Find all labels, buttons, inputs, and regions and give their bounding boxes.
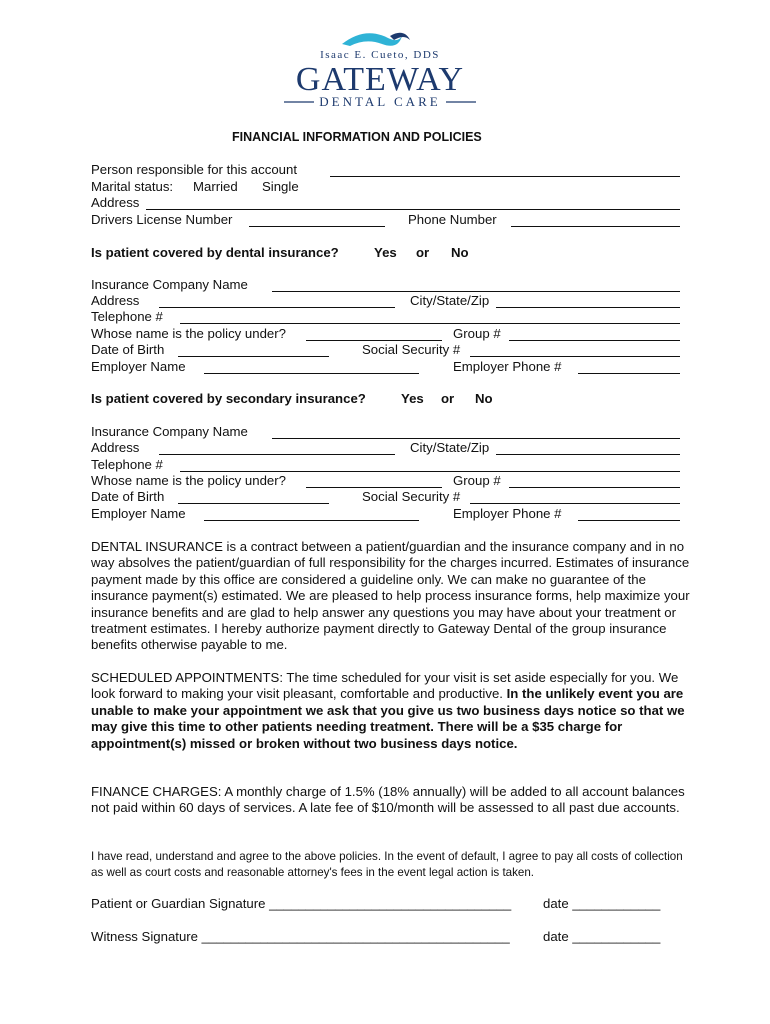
primary-group-field[interactable] bbox=[509, 340, 680, 341]
phone-number-label: Phone Number bbox=[408, 212, 497, 227]
secondary-group-label: Group # bbox=[453, 473, 501, 488]
primary-insurance-question: Is patient covered by dental insurance? bbox=[91, 245, 339, 260]
logo-graphic bbox=[270, 24, 490, 112]
person-responsible-field[interactable] bbox=[330, 176, 680, 177]
secondary-yes-option[interactable]: Yes bbox=[401, 391, 424, 406]
secondary-address-field[interactable] bbox=[159, 454, 395, 455]
primary-employer-field[interactable] bbox=[204, 373, 419, 374]
secondary-company-label: Insurance Company Name bbox=[91, 424, 248, 439]
secondary-insurance-question: Is patient covered by secondary insurance? bbox=[91, 391, 366, 406]
secondary-employer-phone-label: Employer Phone # bbox=[453, 506, 562, 521]
secondary-telephone-label: Telephone # bbox=[91, 457, 163, 472]
secondary-policy-field[interactable] bbox=[306, 487, 442, 488]
secondary-dob-field[interactable] bbox=[178, 503, 329, 504]
secondary-city-label: City/State/Zip bbox=[410, 440, 490, 455]
primary-telephone-field[interactable] bbox=[180, 323, 680, 324]
primary-or-text: or bbox=[416, 245, 430, 260]
drivers-license-label: Drivers License Number bbox=[91, 212, 233, 227]
dental-insurance-paragraph: DENTAL INSURANCE is a contract between a patient/guardian and the insurance company and in no way absolves the patient/guardian of full responsibility for the charges incurred. Estimates of insurance payment made by this office are considered a guideline only. We can make no guarantee of the insurance payment(s) estimated. We are pleased to help process insurance forms, help maximize your insurance benefits and are glad to help answer any questions you may have about your treatment or treatment estimates. I hereby authorize payment directly to Gateway Dental of the group insurance benefits otherwise payable to me. bbox=[91, 539, 690, 653]
secondary-employer-phone-field[interactable] bbox=[578, 520, 680, 521]
primary-policy-field[interactable] bbox=[306, 340, 442, 341]
primary-city-field[interactable] bbox=[496, 307, 680, 308]
patient-signature-line[interactable]: Patient or Guardian Signature _________________________________ bbox=[91, 896, 512, 911]
drivers-license-field[interactable] bbox=[249, 226, 385, 227]
address-field[interactable] bbox=[146, 209, 680, 210]
logo-brand-text: GATEWAY bbox=[295, 61, 465, 98]
primary-company-field[interactable] bbox=[272, 291, 680, 292]
secondary-company-field[interactable] bbox=[272, 438, 680, 439]
single-option[interactable]: Single bbox=[262, 179, 299, 194]
primary-address-field[interactable] bbox=[159, 307, 395, 308]
witness-signature-line[interactable]: Witness Signature __________________________________________ bbox=[91, 929, 510, 944]
primary-employer-label: Employer Name bbox=[91, 359, 186, 374]
primary-telephone-label: Telephone # bbox=[91, 309, 163, 324]
primary-policy-label: Whose name is the policy under? bbox=[91, 326, 286, 341]
secondary-ssn-label: Social Security # bbox=[362, 489, 461, 504]
agreement-paragraph: I have read, understand and agree to the above policies. In the event of default, I agree to pay all costs of collection as well as court costs and reasonable attorney's fees in the event legal action is taken. bbox=[91, 850, 683, 879]
secondary-city-field[interactable] bbox=[496, 454, 680, 455]
secondary-employer-field[interactable] bbox=[204, 520, 419, 521]
scheduled-appointments-paragraph bbox=[91, 670, 691, 752]
primary-group-label: Group # bbox=[453, 326, 501, 341]
patient-date-line[interactable]: date ____________ bbox=[543, 896, 661, 911]
address-label: Address bbox=[91, 195, 140, 210]
logo-sub-text: DENTAL CARE bbox=[319, 94, 441, 109]
gateway-dental-logo bbox=[270, 24, 490, 112]
primary-employer-phone-field[interactable] bbox=[578, 373, 680, 374]
primary-company-label: Insurance Company Name bbox=[91, 277, 248, 292]
primary-ssn-field[interactable] bbox=[470, 356, 680, 357]
finance-charges-paragraph: FINANCE CHARGES: A monthly charge of 1.5% (18% annually) will be added to all account balances not paid within 60 days of services. A late fee of $10/month will be assessed to all past due accounts. bbox=[91, 784, 685, 816]
secondary-no-option[interactable]: No bbox=[475, 391, 493, 406]
primary-dob-field[interactable] bbox=[178, 356, 329, 357]
phone-number-field[interactable] bbox=[511, 226, 680, 227]
primary-no-option[interactable]: No bbox=[451, 245, 469, 260]
primary-employer-phone-label: Employer Phone # bbox=[453, 359, 562, 374]
scheduled-normal-text: SCHEDULED APPOINTMENTS: The time scheduled for your visit is set aside especially for you. We look forward to making your visit pleasant, comfortable and productive. bbox=[91, 670, 679, 702]
primary-ssn-label: Social Security # bbox=[362, 342, 461, 357]
primary-city-label: City/State/Zip bbox=[410, 293, 490, 308]
secondary-dob-label: Date of Birth bbox=[91, 489, 165, 504]
primary-yes-option[interactable]: Yes bbox=[374, 245, 397, 260]
secondary-ssn-field[interactable] bbox=[470, 503, 680, 504]
page-title: FINANCIAL INFORMATION AND POLICIES bbox=[232, 130, 482, 144]
secondary-or-text: or bbox=[441, 391, 455, 406]
scheduled-bold-text: In the unlikely event you are unable to make your appointment we ask that you give us two business days notice so that we may give this time to other patients needing treatment. There will be a $35 charge for appointment(s) missed or broken without two business days notice. bbox=[91, 686, 685, 751]
secondary-employer-label: Employer Name bbox=[91, 506, 186, 521]
primary-dob-label: Date of Birth bbox=[91, 342, 165, 357]
logo-doctor-text: Isaac E. Cueto, DDS bbox=[320, 49, 440, 61]
secondary-telephone-field[interactable] bbox=[180, 471, 680, 472]
marital-status-label: Marital status: bbox=[91, 179, 174, 194]
person-responsible-label: Person responsible for this account bbox=[91, 162, 297, 177]
secondary-address-label: Address bbox=[91, 440, 140, 455]
primary-address-label: Address bbox=[91, 293, 140, 308]
married-option[interactable]: Married bbox=[193, 179, 238, 194]
secondary-group-field[interactable] bbox=[509, 487, 680, 488]
witness-date-line[interactable]: date ____________ bbox=[543, 929, 661, 944]
secondary-policy-label: Whose name is the policy under? bbox=[91, 473, 286, 488]
